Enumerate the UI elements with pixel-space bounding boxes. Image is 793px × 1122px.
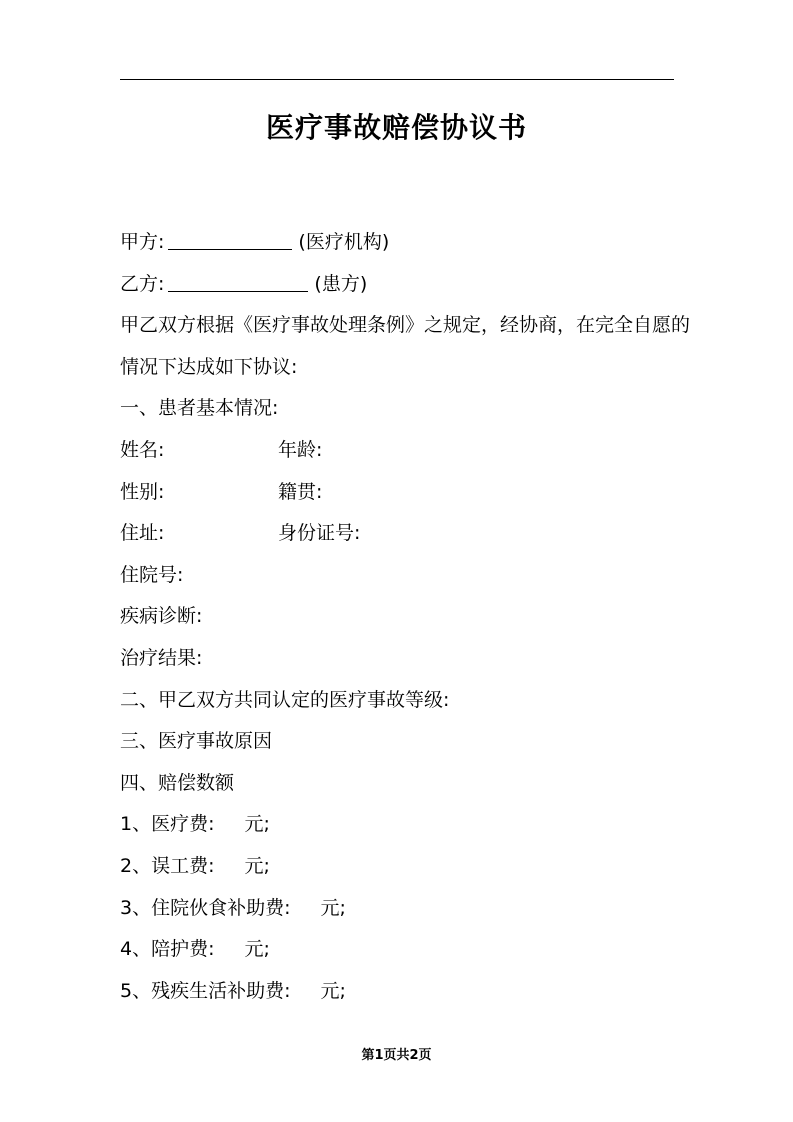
document-body xyxy=(120,222,691,1012)
item-label: 3、住院伙食补助费: xyxy=(120,896,291,919)
gender-origin-row xyxy=(120,472,680,514)
party-b-blank xyxy=(168,269,308,292)
intro-line-1: 甲乙双方根据《医疗事故处理条例》之规定，经协商，在完全自愿的 xyxy=(120,314,691,337)
compensation-item xyxy=(120,804,680,846)
item-label: 4、陪护费: xyxy=(120,938,215,961)
compensation-item xyxy=(120,971,680,1013)
item-unit: 元; xyxy=(244,938,270,961)
party-a-label: 甲方: xyxy=(120,231,165,253)
document-title: 医疗事故赔偿协议书 xyxy=(265,111,527,144)
party-b-line xyxy=(120,264,680,306)
item-unit: 元; xyxy=(320,979,346,1002)
compensation-item xyxy=(120,888,680,930)
diagnosis-label: 疾病诊断: xyxy=(120,605,203,628)
item-label: 5、残疾生活补助费: xyxy=(120,979,291,1002)
item-unit: 元; xyxy=(320,896,346,919)
age-label: 年龄: xyxy=(278,438,323,461)
item-label: 2、误工费: xyxy=(120,854,215,877)
address-label: 住址: xyxy=(120,522,165,545)
header-rule xyxy=(120,79,674,80)
item-unit: 元; xyxy=(244,813,270,836)
result-label: 治疗结果: xyxy=(120,646,203,669)
compensation-item xyxy=(120,846,680,888)
name-label: 姓名: xyxy=(120,438,165,461)
section-4-heading: 四、赔偿数额 xyxy=(120,771,235,794)
section-2-heading: 二、甲乙双方共同认定的医疗事故等级: xyxy=(120,688,450,711)
intro-line-2: 情况下达成如下协议: xyxy=(120,355,298,378)
page-indicator: 第1页共2页 xyxy=(361,1048,432,1063)
section-3-heading: 三、医疗事故原因 xyxy=(120,730,273,753)
party-a-line xyxy=(120,222,680,264)
item-label: 1、医疗费: xyxy=(120,813,215,836)
address-id-row xyxy=(120,513,680,555)
party-b-suffix: (患方) xyxy=(314,272,368,295)
id-label: 身份证号: xyxy=(278,522,361,545)
party-b-label: 乙方: xyxy=(120,272,165,295)
hospital-no-label: 住院号: xyxy=(120,563,184,586)
item-unit: 元; xyxy=(244,854,270,877)
party-a-suffix: (医疗机构) xyxy=(298,231,390,253)
origin-label: 籍贯: xyxy=(278,480,323,503)
gender-label: 性别: xyxy=(120,480,165,503)
compensation-item xyxy=(120,929,680,971)
name-age-row xyxy=(120,430,680,472)
section-1-heading: 一、患者基本情况: xyxy=(120,397,279,420)
party-a-blank xyxy=(168,227,292,250)
